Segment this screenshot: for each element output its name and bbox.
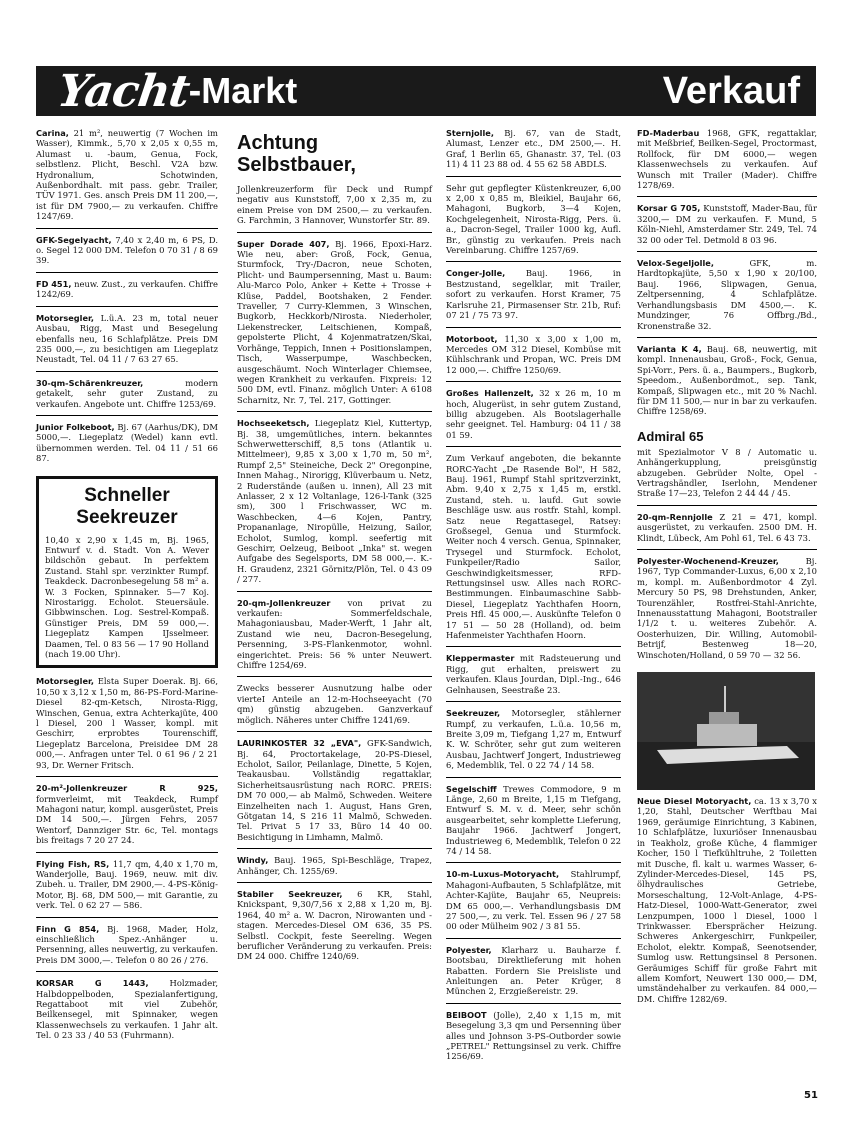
ad-text: Liegeplatz Kiel, Kuttertyp, Bj. 38, umgemütliches, intern. bekanntes Schwerwetterschiff, 8,5 tons (Atlantik u. Mittelmeer), 9,85 x 3,00 x 1,70 m, 50 m², Rumpf 2,5" Steineiche, Deck 2" Oregonpine, Innen Mahag., Nirorigg, Klüverbaum u. Netz, 2 Ruderstände (außen u. innen), All 23 mit Anlasser, 2 x 12 Voltanlage, 126-l-Tank (325 sm), 300 l Frischwasser, WC m. Waschbecken, 4—6 Kojen, Pantry, Propananlage, Niropülle, Heizung, Sailor, Echolot, Sumlog, kompl. seefertig mit Geschirr, Oelzeug, Beiboot „Inka" st. wegen Aufgabe des Segelsports, DM 58 000,—. K.-H. Graudenz, 2321 Görnitz/Plön, Tel. 0 43 09 / 277.	[237, 418, 432, 585]
classified-ad	[237, 239, 432, 413]
ad-text: 11,30 x 3,00 x 1,00 m, Mercedes OM 312 Diesel, Kombüse mit Kühlschrank und Propan, WC. Preis DM 12 000,—. Chiffre 1250/69.	[446, 333, 621, 375]
ad-title: Korsar G 705,	[637, 203, 701, 214]
ad-text: 1968, GFK, regattaklar, mit Meßbrief, Beilken-Segel, Proctormast, Rollfock, für DM 6000,— wegen Klassenwechsels zu verkaufen. Auf Wunsch mit Trailer (Mader). Chiffre 1278/69.	[637, 128, 817, 191]
neue-motoryacht-ad: Neue Diesel Motoryacht, ca. 13 x 3,70 x 1,20, Stahl, Deutscher Werftbau Mai 1969, geräumige Einrichtung, 3 Kabinen, 10 Schlafplätze, luxuriöser Innenausbau in Teakholz, große Küche, 4 flammiger Kocher, 150 l Tiefkühltruhe, 2 Toiletten mit Dusche, fl. kalt u. warmes Wasser, 6-Zylinder-Mercedes-Diesel, 145 PS, ölhydraulisches Getriebe, Morseschaltung, 12-Volt-Anlage, 4-PS-Hatz-Diesel, 1000-Watt-Generator, zwei Lenzpumpen, 1000 l Diesel, 1000 l Trinkwasser. Ebersprächer Heizung. Schweres Ankergeschirr, Funkpeiler, Echolot, elektr. Kompaß, Seenotsender, Sumlog usw. Rettungsinsel 8 Personen. Geräumiges Schiff für große Fahrt mit allem Komfort, Neuwert 130 000,— DM, umständehalber zu verkaufen. 84 000,— DM. Chiffre 1282/69.	[637, 796, 817, 1004]
ad-text: Bj. 67 (Aarhus/DK), DM 5000,—. Liegeplatz (Wedel) kann evtl. übernommen werden. Tel. 04 11 / 51 66 87.	[36, 421, 218, 464]
ad-text: 32 x 26 m, 10 m hoch, Alugerüst, in sehr gutem Zustand, billig abzugeben. Als Bootslagerhalle sehr geeignet. Tel. Hamburg: 04 11 / 38 01 59.	[446, 388, 621, 440]
classified-ad	[237, 418, 432, 592]
ad-title: Velox-Segeljolle,	[637, 258, 714, 269]
classified-ad	[36, 676, 218, 777]
classified-ad	[237, 889, 432, 968]
ad-text: neuw. Zust., zu verkaufen. Chiffre 1242/69.	[36, 278, 219, 300]
ad-text: Stahlrumpf, Mahagoni-Aufbauten, 5 Schlafplätze, mit Achter-Kajüte, Baujahr 65, Neupreis: DM 65 000,—. Verhandlungsbasis DM 27 500,—, zu verk. Tel. Essen 96 / 27 58 00 oder Mülheim 902 / 3 81 55.	[446, 869, 621, 932]
ad-title: Junior Folkeboot,	[36, 421, 115, 432]
ad-text: Bj. 1968, Mader, Holz, einschließlich Spez.-Anhänger u. Persenning, alles neuwertig, zu verkaufen. Preis DM 3000,—. Telefon 0 80 26 / 276.	[36, 923, 218, 965]
ad-text: von privat zu verkaufen: Sommerfeldschale, Mahagoniausbau, Mader-Werft, 1 Jahr alt, Zustand wie neu, Dacron-Besegelung, Persenning, 3-PS-Flankenmotor, wohnl. eingerichtet. Preis: 56 % unter Neuwert. Chiffre 1254/69.	[237, 597, 432, 671]
ad-title: 20-m²-Jollenkreuzer R 925,	[36, 783, 218, 794]
admiral-heading: Admiral 65	[637, 428, 704, 444]
classified-ad	[637, 258, 817, 338]
classified-ad	[446, 453, 621, 647]
ad-title: Polyester-Wochenend-Kreuzer,	[637, 556, 779, 566]
motoryacht-photo	[637, 672, 815, 790]
ad-text: Jollenkreuzerform für Deck und Rumpf negativ aus Kunststoff, 7,00 x 2,35 m, zu einem Preise von DM 2500,— zu verkaufen. G. Farchmin, 3 Hannover, Wunstorfer Str. 89.	[237, 184, 432, 226]
ad-text: Kunststoff, Mader-Bau, für 3200,— DM zu verkaufen. F. Mund, 5 Köln-Niehl, Amsterdamer Str. 249, Tel. 74 32 00 oder Tel. Detmold 8 03 96.	[637, 203, 817, 245]
ad-title: Großes Hallenzelt,	[446, 388, 534, 399]
ad-title: Windy,	[237, 855, 269, 866]
ad-text: Motorsegler, stählerner Rumpf, zu verkaufen, L.ü.a. 10,56 m, Breite 3,09 m, Tiefgang 1,27 m, Entwurf K. W. Schröter, sehr gut zum weiteren Ausbau, Jachtwerf Jongert, Industrieweg 6, Medemblik, Tel. 0 22 74 / 14 58.	[446, 708, 621, 771]
featured-ad-heading: Schneller Seekreuzer	[76, 484, 178, 528]
ad-title: BEIBOOT	[446, 1009, 487, 1020]
ad-title: 30-qm-Schärenkreuzer,	[36, 377, 144, 388]
ad-text: Bj. 1966, Epoxi-Harz. Wie neu, aber: Groß, Fock, Genua, Sturmfock, Try-/Dacron, neue Schoten, Plicht- und Baumpersenning, Mast u. Baum: Alu-Marco Polo, Anker + Kette + Trosse + Klüse, Paddel, Bootshaken, 2 Fender. Traveller, 7 Curry-Klemmen, 3 Winschen, Bugkorb, Heckkorb/Nirosta. Niederholer, Liekenstrecker, Leitschienen, Kompaß, gepolsterte Plicht, 4 Kojenmatratzen/Skai, Vorhänge, Teppich, Innen + Positionslampen, Tisch, Wasserpumpe, Waschbecken, ausgeschäumt. Noch Winterlager Chiemsee, wegen Krankheit zu verkaufen. Fixpreis: 12 500 DM, evtl. Finanz. möglich Unter: A 6108 Scharnitz, Nr. 7, Tel. 217, Gottinger.	[237, 238, 432, 405]
classified-ad	[237, 598, 432, 678]
ad-text: 21 m², neuwertig (7 Wochen im Wasser), Kimmk., 5,70 x 2,05 x 0,55 m, Alumast u. -baum, Genua, Fock, selbstlenz. Plicht, Beschl. V2A bzw. Hydronalium, Schotwinden, Außenbordhalt. mit pass. gebr. Trailer, TÜV 1971. Ges. ansch Preis DM 11 200,—, ist für DM 7900,— zu verkaufen. Chiffre 1247/69.	[36, 128, 218, 222]
ad-title: Varianta K 4,	[637, 343, 702, 354]
classified-ad	[446, 1010, 621, 1068]
page-number: 51	[804, 1090, 818, 1101]
classified-ad	[36, 859, 218, 918]
ad-text: (Jolle), 2,40 x 1,15 m, mit Besegelung 3,3 qm und Persenning über alles und Johnson 3-PS-Outborder sowie „PETREL" Rettungsinsel zu verk. Chiffre 1256/69.	[446, 1009, 621, 1062]
classified-ad	[446, 183, 621, 263]
column-2	[237, 128, 432, 974]
classified-ad	[36, 783, 218, 852]
ad-title: Hochseeketsch,	[237, 418, 310, 429]
classified-ad	[446, 708, 621, 777]
ad-text: GFK, m. Hardtopkajüte, 5,50 x 1,90 x 20/100, Bauj. 1966, Slipwagen, Genua, Zeltpersenning, 4 Schlafplätze. Verhandlungsbasis DM 4500,—. K. Mundzinger, 76 Offbrg./Bd., Kronenstraße 32.	[637, 258, 817, 331]
ad-text: Bauj. 1965, Spi-Beschläge, Trapez, Anhänger, Ch. 1255/69.	[237, 855, 432, 876]
ad-text: 6 KR, Stahl, Knickspant, 9,30/7,56 x 2,88 x 1,20 m, Bj. 1964, 40 m² a. W. Dacron, Nirowanten und -stagen. Mercedes-Diesel OM 636, 35 PS. Selbstl. Cockpit, feste Seereling. Wegen beruflicher Veränderung zu verkaufen. Preis: DM 24 000. Chiffre 1240/69.	[237, 888, 432, 962]
classified-ad	[36, 235, 218, 273]
ad-title: Seekreuzer,	[446, 708, 501, 719]
column-1	[36, 128, 218, 1053]
ad-text: Bj. 67, van de Stadt, Alumast, Lenzer etc., DM 2500,—. H. Graf, 1 Berlin 65, Ghanastr. 37, Tel. (03 11) 4 11 23 88 od. 4 55 62 58 ABDLS.	[446, 128, 621, 170]
ad-text: 7,40 x 2,40 m, 6 PS, D. o. Segel 12 000 DM. Telefon 0 70 31 / 8 69 39.	[36, 234, 218, 266]
classified-ad	[446, 653, 621, 702]
classified-ad	[446, 388, 621, 447]
ad-text: 11,7 qm, 4,40 x 1,70 m, Wanderjolle, Bauj. 1969, neuw. mit div. Zubeh. u. Trailer, DM 2900,—. 4-PS-König-Motor, Bj. 68, DM 500,— mit Garantie, zu verk. Tel. 0 62 27 — 586.	[36, 858, 218, 911]
ad-title: 20-qm-Jollenkreuzer	[237, 597, 331, 608]
ad-title: Super Dorade 407,	[237, 238, 330, 249]
ad-text: Elsta Super Doerak. Bj. 66, 10,50 x 3,12 x 1,50 m, 86-PS-Ford-Marine-Diesel 82-qm-Ketsch, Nirosta-Rigg, Winschen, Genua, extra Achterkajüte, 400 l Diesel, 200 l Wasser, kompl. mit Geschirr, erprobtes Tourenschiff, Liegeplatz Barcelona, Preisidee DM 28 000,—. Anfragen unter Tel. 0 61 96 / 2 21 93, Dr. Werner Fritsch.	[36, 676, 218, 770]
classified-ad	[637, 512, 817, 550]
ad-title: LAURINKOSTER 32 „EVA",	[237, 738, 362, 749]
classified-ad	[36, 279, 218, 307]
classified-ad	[446, 334, 621, 383]
yacht-logo: Yacht	[54, 65, 193, 117]
ad-text: mit Radsteuerung und Rigg, gut erhalten, preiswert zu verkaufen. Klaus Jourdan, Dipl.-Ing., 646 Gelnhausen, Seestraße 23.	[446, 653, 621, 695]
ad-text: GFK-Sandwich, Bj. 64, Proctortakelage, 20-PS-Diesel, Echolot, Sailor, Peilanlage, Dinette, 5 Kojen, Teakausbau. Vollständig regattaklar, Sicherheitsausrüstung nach RORC. PREIS: DM 70 000,— ab Malmö, Schweden. Weitere Einzelheiten nach 1. August, Hans Gren, Götgatan 14, S 216 11 Malmö, Schweden. Tel. Privat 5 17 33, Büro 14 40 00. Besichtigung in Limhamn, Malmö.	[237, 738, 433, 842]
classified-ad	[237, 738, 432, 849]
motoryacht-photo-image	[637, 672, 815, 790]
ad-text: Bj. 1967, Typ Commander-Luxus, 6,00 x 2,10 m, kompl. m. Außenbordmotor 4 Zyl. Mercury 50 PS, 98 Drehstunden, Anker, Tourenzähler, Rostfrei-Stahl-Anrichte, Innenausstattung Mahagoni, Bootstrailer 1/1/2 t. u. weiteres Zubehör. A. Oosterhuizen, Dir. Willing, Automobil-Betrijf, Bestenweg 18—20, Winschoten/Holland, 0 59 70 — 32 56.	[637, 556, 817, 660]
ad-title: Polyester,	[446, 944, 492, 955]
ad-title: Motorsegler,	[36, 312, 94, 323]
ad-title: Stabiler Seekreuzer,	[237, 888, 343, 899]
classified-ad	[36, 378, 218, 416]
classified-ad	[637, 556, 817, 666]
classified-ad	[446, 945, 621, 1004]
ad-title: 20-qm-Rennjolle	[637, 511, 713, 522]
ad-text: modern getakelt, sehr guter Zustand, zu verkaufen. Angebote unt. Chiffre 1253/69.	[36, 377, 218, 409]
classified-ad	[446, 784, 621, 864]
header-verkauf: Verkauf	[662, 69, 800, 112]
page-header	[36, 66, 816, 116]
ad-text: Z 21 = 471, kompl. ausgerüstet, zu verkaufen. 2500 DM. H. Klindt, Lübeck, Am Pohl 61, Tel. 6 43 73.	[637, 511, 817, 543]
classified-ad	[637, 344, 817, 423]
ad-title: Motorsegler,	[36, 676, 94, 687]
ad-text: Bauj. 68, neuwertig, mit kompl. Innenausbau, Groß-, Fock, Genua, Spi-Vorr., Pers. ü. a., Baumpers., Bugkorb, Speedom., Außenbordmot., sep. Tank, Kompaß, Slipwagen etc., mit 20 % Nachl. für DM 11 500,— nur in bar zu verkaufen. Chiffre 1258/69.	[637, 343, 817, 417]
ad-title: Motorboot,	[446, 333, 498, 344]
ad-text: Zum Verkauf angeboten, die bekannte RORC-Yacht „De Rasende Bol", H 582, Bauj. 1961, Rumpf Stahl spritzverzinkt, Abm. 9,40 x 2,75 x 1,45 m, erstkl. Zustand, steh. u. laufd. Gut sowie Beschläge usw. aus rostfr. Stahl, kompl. Satz neue Regattasegel, Ratsey: Großsegel, Genua und Sturmfock. Weiter noch 4 versch. Genua, Spinnaker, Trysegel und Sturmfock. Echolot, Funkpeiler/Radio Sailor, Geschwindigkeitsmesser, RFD-Rettungsinsel usw. Alles nach RORC-Bestimmungen. Einbaumaschine Sabb-Diesel, Liegeplatz Yachthafen Hoorn, Preis Hfl. 45 000,—. Auskünfte Telefon 0 17 51 — 50 28 (Holland), od. beim Hafenmeister Yachthafen Hoorn.	[446, 453, 621, 641]
ad-title: GFK-Segelyacht,	[36, 234, 112, 245]
ad-title: Sternjolle,	[446, 128, 494, 138]
classified-ad	[36, 313, 218, 372]
classified-ad	[36, 978, 218, 1046]
ad-text: Trewes Commodore, 9 m Länge, 2,60 m Breite, 1,15 m Tiefgang, Entwurf S. M. v. d. Meer, sehr schön ausgearbeitet, sehr komplette Lieferung, Baujahr 1966. Jachtwerf Jongert, Industrieweg 6, Medemblik, Telefon 0 22 74 / 14 58.	[446, 783, 621, 856]
classified-ad	[637, 128, 817, 197]
ad-title: Finn G 854,	[36, 923, 100, 934]
ad-title: KORSAR G 1443,	[36, 978, 149, 989]
column-3	[446, 128, 621, 1074]
classified-ad	[237, 184, 432, 233]
ad-title: FD 451,	[36, 278, 72, 289]
classified-ad	[36, 924, 218, 973]
ad-text: formverleimt, mit Teakdeck, Rumpf Mahagoni natur, kompl. ausgerüstet, Preis DM 14 500,—. Jürgen Fehrs, 2057 Wentorf, Dannziger Str. 6c, Tel. montags bis freitags 7 20 27 24.	[36, 793, 218, 846]
ad-text: Sehr gut gepflegter Küstenkreuzer, 6,00 x 2,00 x 0,85 m, Bleikiel, Baujahr 66, Mahagoni, Bugkorb, 3—4 Kojen, Kochgelegenheit, Nirosta-Rigg, Pers. ü. a., Dacron-Segel, Trailer 1000 kg, Aufl. Br., günstig zu verkaufen. Preis nach Vereinbarung. Chiffre 1257/69.	[446, 182, 621, 256]
ad-text: Bauj. 1966, in Bestzustand, segelklar, mit Trailer, sofort zu verkaufen. Horst Kramer, 75 Karlsruhe 21, Pirmasenser Str. 21b, Ruf: 07 21 / 75 73 97.	[446, 268, 621, 321]
classified-ad	[446, 268, 621, 327]
header-dash: -	[188, 69, 202, 112]
ad-text: L.ü.A. 23 m, total neuer Ausbau, Rigg, Mast und Besegelung ebenfalls neu, 16 Schlafplätze. Preis DM 235 000,—, zu besichtigen am Liegeplatz Neustadt, Tel. 04 11 / 7 63 27 65.	[36, 312, 218, 365]
ad-text: Holzmader, Halbdoppelboden, Spezialanfertigung, Regattaboot mit viel Zubehör, Beilkensegel, mit Spinnaker, wegen Klassenwechsels zu verkaufen. 1 Jahr alt. Tel. 0 23 33 / 40 53 (Fuhrmann).	[36, 978, 218, 1041]
header-markt: Markt	[201, 70, 298, 111]
ad-title: Carina,	[36, 128, 69, 138]
classified-ad	[237, 683, 432, 732]
featured-ad-box	[36, 476, 218, 669]
classified-ad	[36, 128, 218, 229]
column-4	[637, 128, 817, 1010]
classified-ad	[637, 203, 817, 252]
classified-ad	[237, 855, 432, 883]
featured-ad-text: 10,40 x 2,90 x 1,45 m, Bj. 1965, Entwurf v. d. Stadt. Von A. Wever bildschön gebaut. In perfektem Zustand. Stahl spr. verzinkter Rumpf. Teakdeck. Dacronbesegelung 58 m² a. W. 3 Focken, Spinnaker. 5—7 Koj. Nirostarigg. Echolot. Steuersäule. Gibbwinschen. Log. Sestrel-Kompaß. Günstiger Preis, DM 59 000,—. Liegeplatz Kampen IJsselmeer. Daamen, Tel. 0 83 56 — 17 90 Holland (nach 19.00 Uhr).	[45, 534, 209, 660]
ad-title: Kleppermaster	[446, 653, 515, 664]
classified-ad	[446, 869, 621, 938]
classified-ad	[36, 422, 218, 470]
ad-title: Flying Fish, RS,	[36, 858, 110, 869]
ad-title: Conger-Jolle,	[446, 268, 506, 279]
ad-text: Klarharz u. Bauharze f. Bootsbau, Direktlieferung mit hohen Rabatten. Fordern Sie Preisliste und Anleitungen an. Peter Krüger, 8 München 2, Erzgießereistr. 29.	[446, 944, 621, 997]
admiral-text: mit Spezialmotor V 8 / Automatic u. Anhängerkupplung, preisgünstig abzugeben. Gebrüder Nolte, Opel - Vertragshändler, Iserlohn, Mendener Straße 17—23, Telefon 2 44 44 / 45.	[637, 447, 817, 506]
classified-ad	[446, 128, 621, 177]
ad-title: FD-Maderbau	[637, 128, 700, 138]
ad-title: Segelschiff	[446, 783, 497, 794]
achtung-heading: Achtung Selbstbauer,	[237, 132, 356, 176]
ad-title: 10-m-Luxus-Motoryacht,	[446, 869, 560, 880]
ad-text: Zwecks besserer Ausnutzung halbe oder vierteI Anteile an 12-m-Hochseeyacht (70 qm) günstig abzugeben. Ganzverkauf möglich. Näheres unter Chiffre 1241/69.	[237, 683, 432, 725]
